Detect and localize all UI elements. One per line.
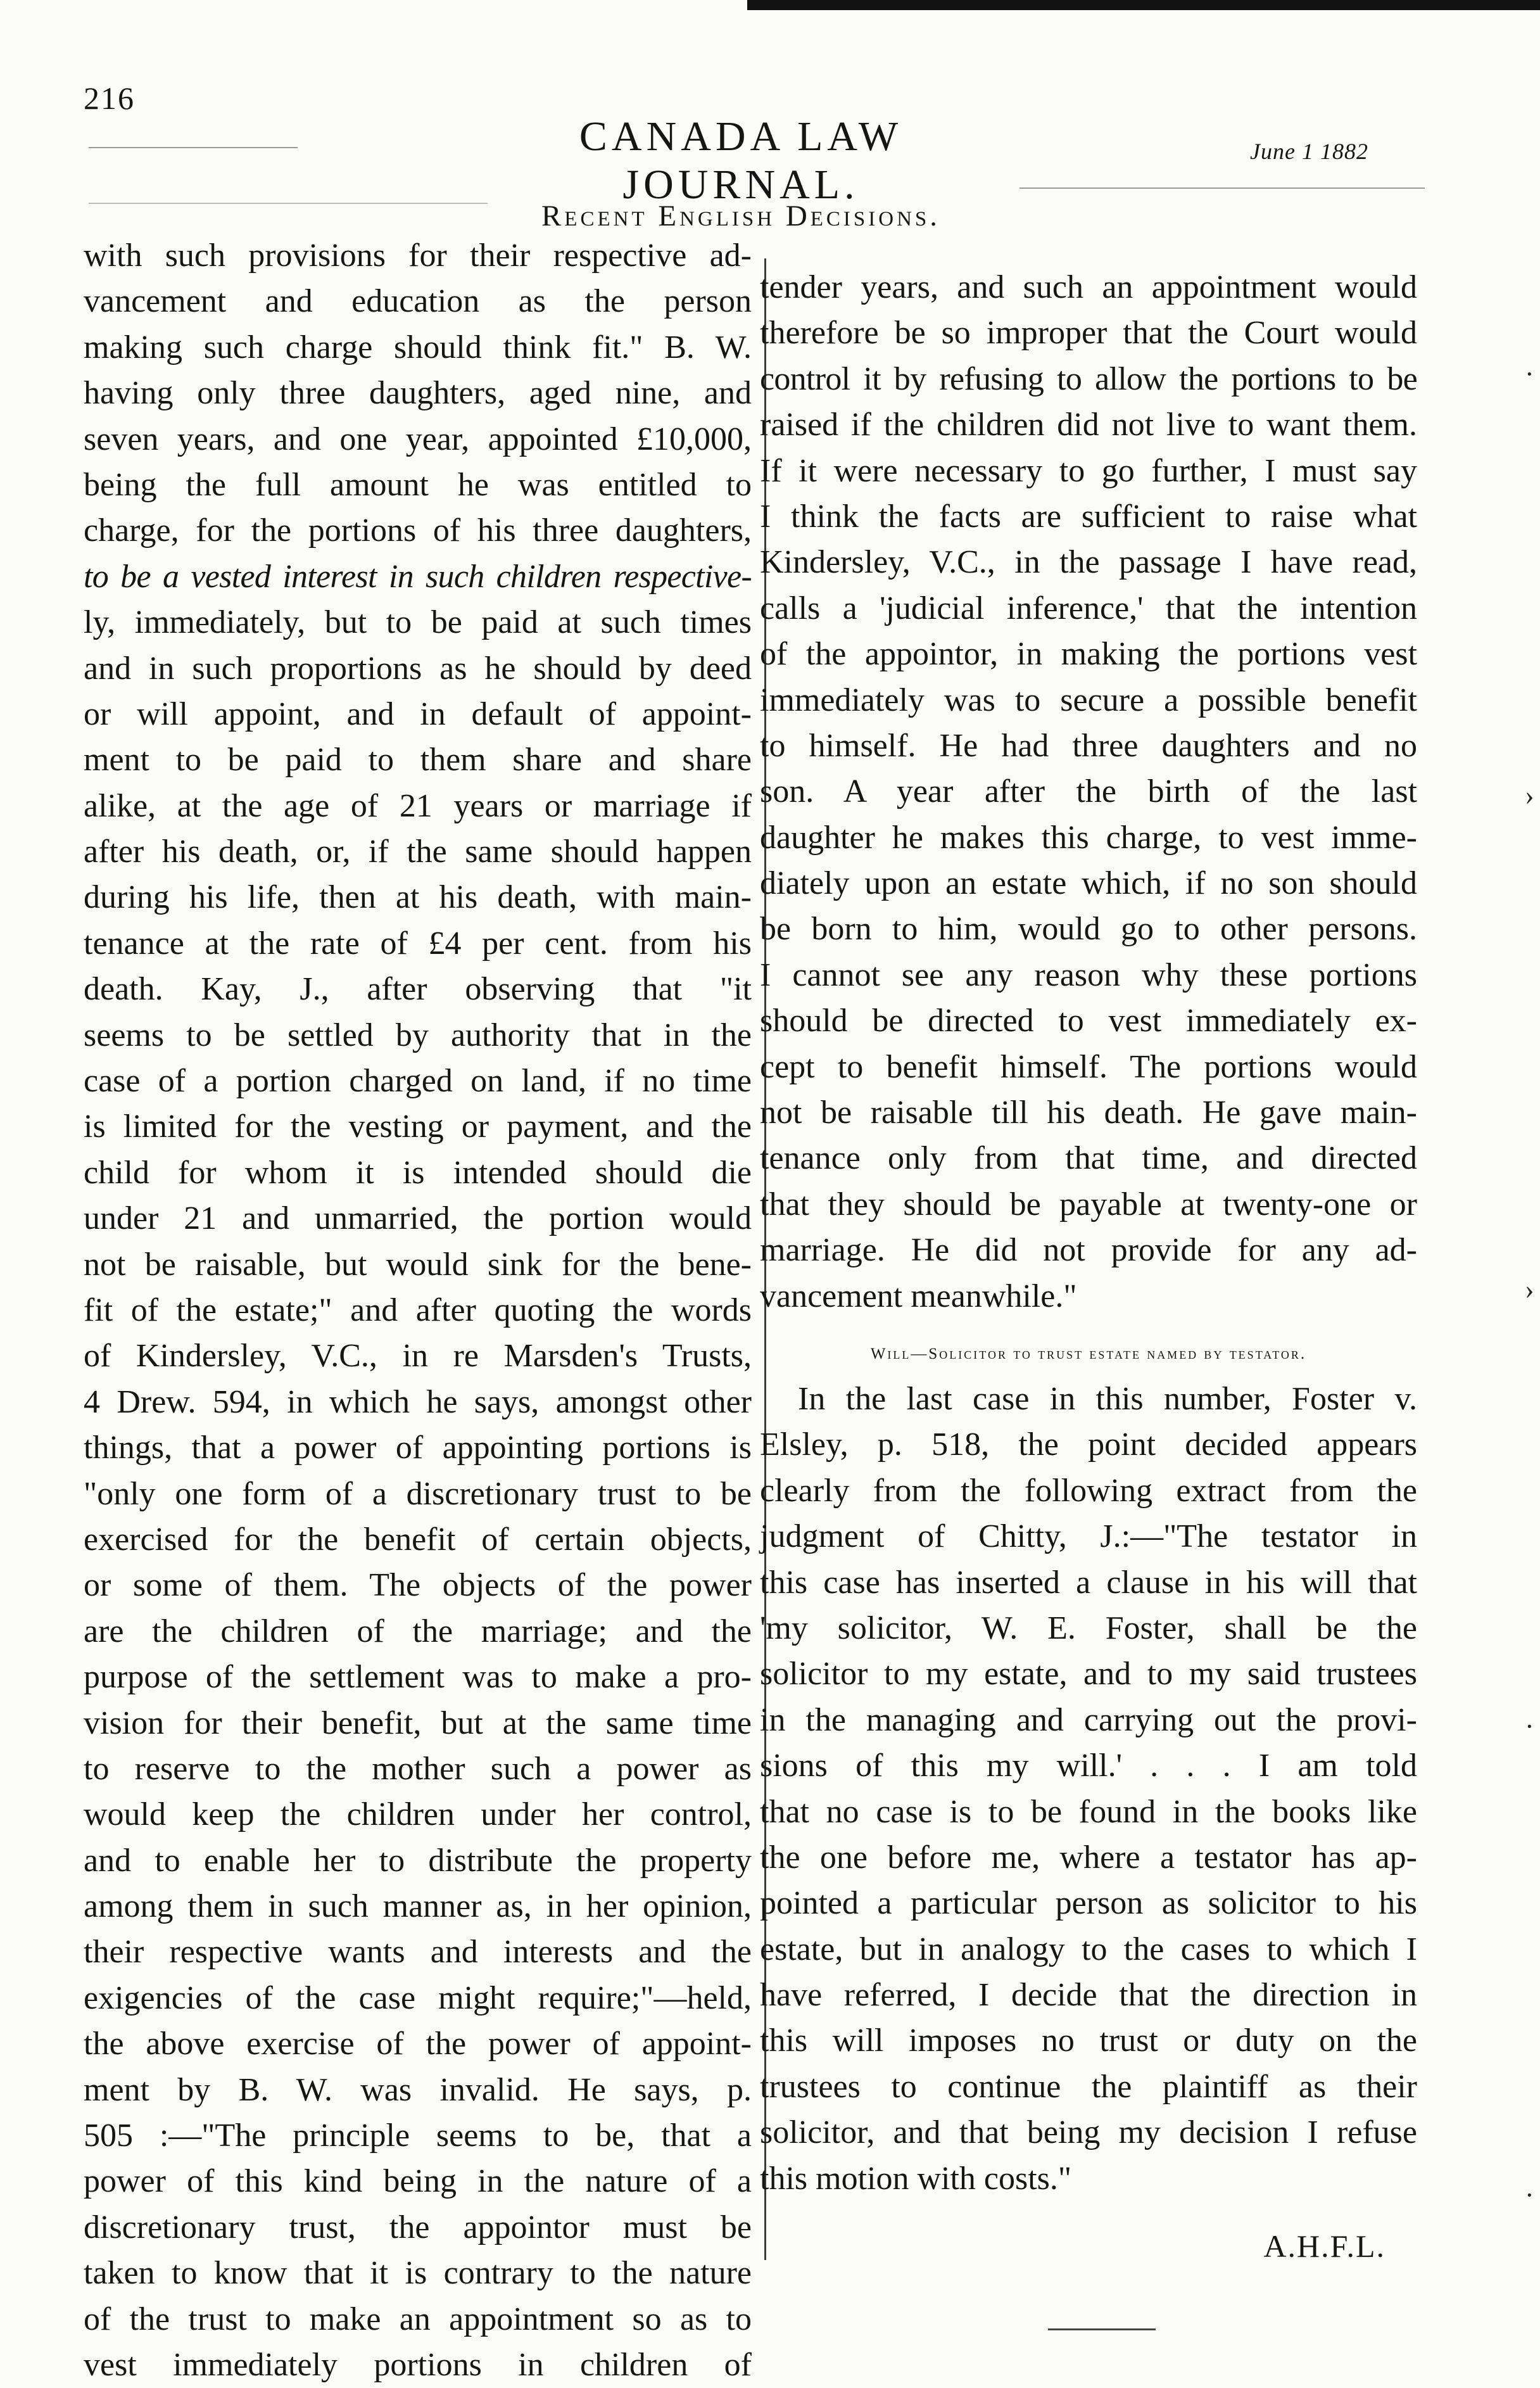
text-line: the one before me, where a testator has ap- (760, 1839, 1417, 1876)
text-line: ment by B. W. was invalid. He says, p. (84, 2071, 752, 2108)
text-line: alike, at the age of 21 years or marriage if (84, 787, 752, 824)
text-line: in the managing and carrying out the provi- (760, 1701, 1417, 1738)
header-rule-left (89, 147, 298, 148)
text-line: child for whom it is intended should die (84, 1154, 752, 1191)
header-rule-right (1019, 187, 1425, 189)
text-line: vancement meanwhile." (760, 1278, 1077, 1314)
text-line: not be raisable, but would sink for the bene- (84, 1246, 752, 1283)
text-line: vest immediately portions in children of (84, 2346, 752, 2383)
text-line: be born to him, would go to other persons. (760, 911, 1417, 948)
text-line: 4 Drew. 594, in which he says, amongst other (84, 1383, 752, 1420)
text-line: death. Kay, J., after observing that "it (84, 971, 752, 1008)
text-line: power of this kind being in the nature of a (84, 2163, 752, 2200)
margin-mark: › (1525, 1274, 1534, 1305)
text-line: or will appoint, and in default of appoint- (84, 695, 752, 732)
text-line: have referred, I decide that the direction in (760, 1977, 1417, 2014)
text-line: charge, for the portions of his three daughters, (84, 512, 752, 549)
page-number: 216 (84, 80, 135, 116)
text-line: immediately was to secure a possible benefit (760, 682, 1417, 718)
text-line: having only three daughters, aged nine, and (84, 375, 752, 412)
text-line: and in such proportions as he should by deed (84, 650, 752, 687)
margin-mark: › (1525, 780, 1534, 811)
text-line: or some of them. The objects of the power (84, 1567, 752, 1604)
text-line: cept to benefit himself. The portions would (760, 1048, 1417, 1085)
text-line: to reserve to the mother such a power as (84, 1750, 752, 1787)
text-line: making such charge should think fit." B. W. (84, 329, 752, 365)
text-line: are the children of the marriage; and the (84, 1613, 752, 1649)
text-line: I cannot see any reason why these portions (760, 956, 1417, 993)
text-line: daughter he makes this charge, to vest imme- (760, 819, 1417, 856)
text-line: vision for their benefit, but at the same time (84, 1705, 752, 1741)
text-line: pointed a particular person as solicitor to his (760, 1885, 1417, 1922)
text-line: fit of the estate;" and after quoting the words (84, 1292, 752, 1328)
text-line: estate, but in analogy to the cases to which I (760, 1931, 1417, 1967)
text-line: solicitor to my estate, and to my said trustees (760, 1656, 1417, 1693)
text-line: I think the facts are sufficient to raise what (760, 498, 1417, 535)
text-line: to be a vested interest in such children respective- (84, 558, 752, 595)
right-column (760, 265, 1417, 2330)
text-line: purpose of the settlement was to make a pro- (84, 1659, 752, 1696)
text-line: among them in such manner as, in her opinion, (84, 1888, 752, 1925)
text-line: taken to know that it is contrary to the nature (84, 2255, 752, 2292)
text-line: son. A year after the birth of the last (760, 773, 1417, 810)
text-line: calls a 'judicial inference,' that the intention (760, 590, 1417, 626)
text-line: this motion with costs." (760, 2160, 1072, 2197)
text-line: Elsley, p. 518, the point decided appears (760, 1426, 1417, 1463)
text-line: with such provisions for their respective ad- (84, 238, 752, 274)
text-line: diately upon an estate which, if no son should (760, 865, 1417, 902)
text-line: raised if the children did not live to want them. (760, 407, 1417, 443)
text-line: their respective wants and interests and the (84, 1934, 752, 1971)
text-line: If it were necessary to go further, I must say (760, 452, 1417, 489)
text-line: control it by refusing to allow the portions to be (760, 360, 1417, 397)
subheading: Will—Solicitor to trust estate named by testator. (870, 1345, 1307, 1362)
text-line: 505 :—"The principle seems to be, that a (84, 2118, 752, 2154)
text-line: that they should be payable at twenty-one or (760, 1186, 1417, 1223)
text-line: tenance only from that time, and directed (760, 1140, 1417, 1177)
text-line: of the trust to make an appointment so as to (84, 2301, 752, 2337)
text-line: seems to be settled by authority that in the (84, 1017, 752, 1053)
text-line: not be raisable till his death. He gave main- (760, 1095, 1417, 1131)
end-rule (1048, 2328, 1156, 2330)
text-line: 'my solicitor, W. E. Foster, shall be the (760, 1610, 1417, 1646)
margin-mark: · (1525, 359, 1534, 390)
text-line: and to enable her to distribute the property (84, 1842, 752, 1879)
text-line: marriage. He did not provide for any ad- (760, 1232, 1417, 1269)
text-line: that no case is to be found in the books like (760, 1793, 1417, 1830)
text-line: sions of this my will.' . . . I am told (760, 1748, 1417, 1784)
text-line: this will imposes no trust or duty on the (760, 2023, 1417, 2059)
text-line: trustees to continue the plaintiff as their (760, 2068, 1417, 2105)
text-line: this case has inserted a clause in his will that (760, 1564, 1417, 1601)
text-line: therefore be so improper that the Court would (760, 315, 1417, 352)
margin-mark: · (1525, 2180, 1534, 2211)
text-line: after his death, or, if the same should happen (84, 834, 752, 870)
text-line: to himself. He had three daughters and no (760, 727, 1417, 764)
text-line: clearly from the following extract from the (760, 1472, 1417, 1509)
text-line: judgment of Chitty, J.:—"The testator in (760, 1518, 1417, 1555)
text-line: is limited for the vesting or payment, and the (84, 1108, 752, 1145)
left-column (84, 233, 752, 2388)
text-line: during his life, then at his death, with main- (84, 879, 752, 916)
text-line: ment to be paid to them share and share (84, 742, 752, 778)
text-line: seven years, and one year, appointed £10,000, (84, 421, 752, 457)
text-line: solicitor, and that being my decision I refuse (760, 2114, 1417, 2151)
text-line: case of a portion charged on land, if no time (84, 1063, 752, 1100)
text-line: the above exercise of the power of appoint- (84, 2026, 752, 2062)
text-line: being the full amount he was entitled to (84, 466, 752, 503)
text-line: ly, immediately, but to be paid at such times (84, 604, 752, 641)
text-line: exercised for the benefit of certain objects, (84, 1521, 752, 1558)
page-top-edge (747, 0, 1540, 10)
text-line: Kindersley, V.C., in the passage I have read, (760, 544, 1417, 581)
section-title: Recent English Decisions. (541, 200, 941, 232)
text-line: things, that a power of appointing portions is (84, 1430, 752, 1466)
text-line: tender years, and such an appointment would (760, 269, 1417, 305)
margin-mark: · (1525, 1711, 1534, 1742)
text-line: discretionary trust, the appointor must be (84, 2209, 752, 2245)
text-line: should be directed to vest immediately ex- (760, 1003, 1417, 1039)
text-line: exigencies of the case might require;"—held, (84, 1979, 752, 2016)
text-line: In the last case in this number, Foster v. (798, 1380, 1417, 1417)
header-rule-lower (89, 203, 488, 204)
text-line: under 21 and unmarried, the portion would (84, 1200, 752, 1237)
issue-date: June 1 1882 (1250, 139, 1368, 164)
text-line: "only one form of a discretionary trust to be (84, 1475, 752, 1512)
journal-title: CANADA LAW JOURNAL. (579, 113, 903, 208)
text-line: of Kindersley, V.C., in re Marsden's Trusts, (84, 1338, 752, 1375)
text-line: of the appointor, in making the portions vest (760, 636, 1417, 673)
author-signature: A.H.F.L. (1263, 2228, 1385, 2264)
text-line: would keep the children under her control, (84, 1796, 752, 1833)
text-line: vancement and education as the person (84, 283, 752, 320)
text-line: tenance at the rate of £4 per cent. from his (84, 925, 752, 962)
